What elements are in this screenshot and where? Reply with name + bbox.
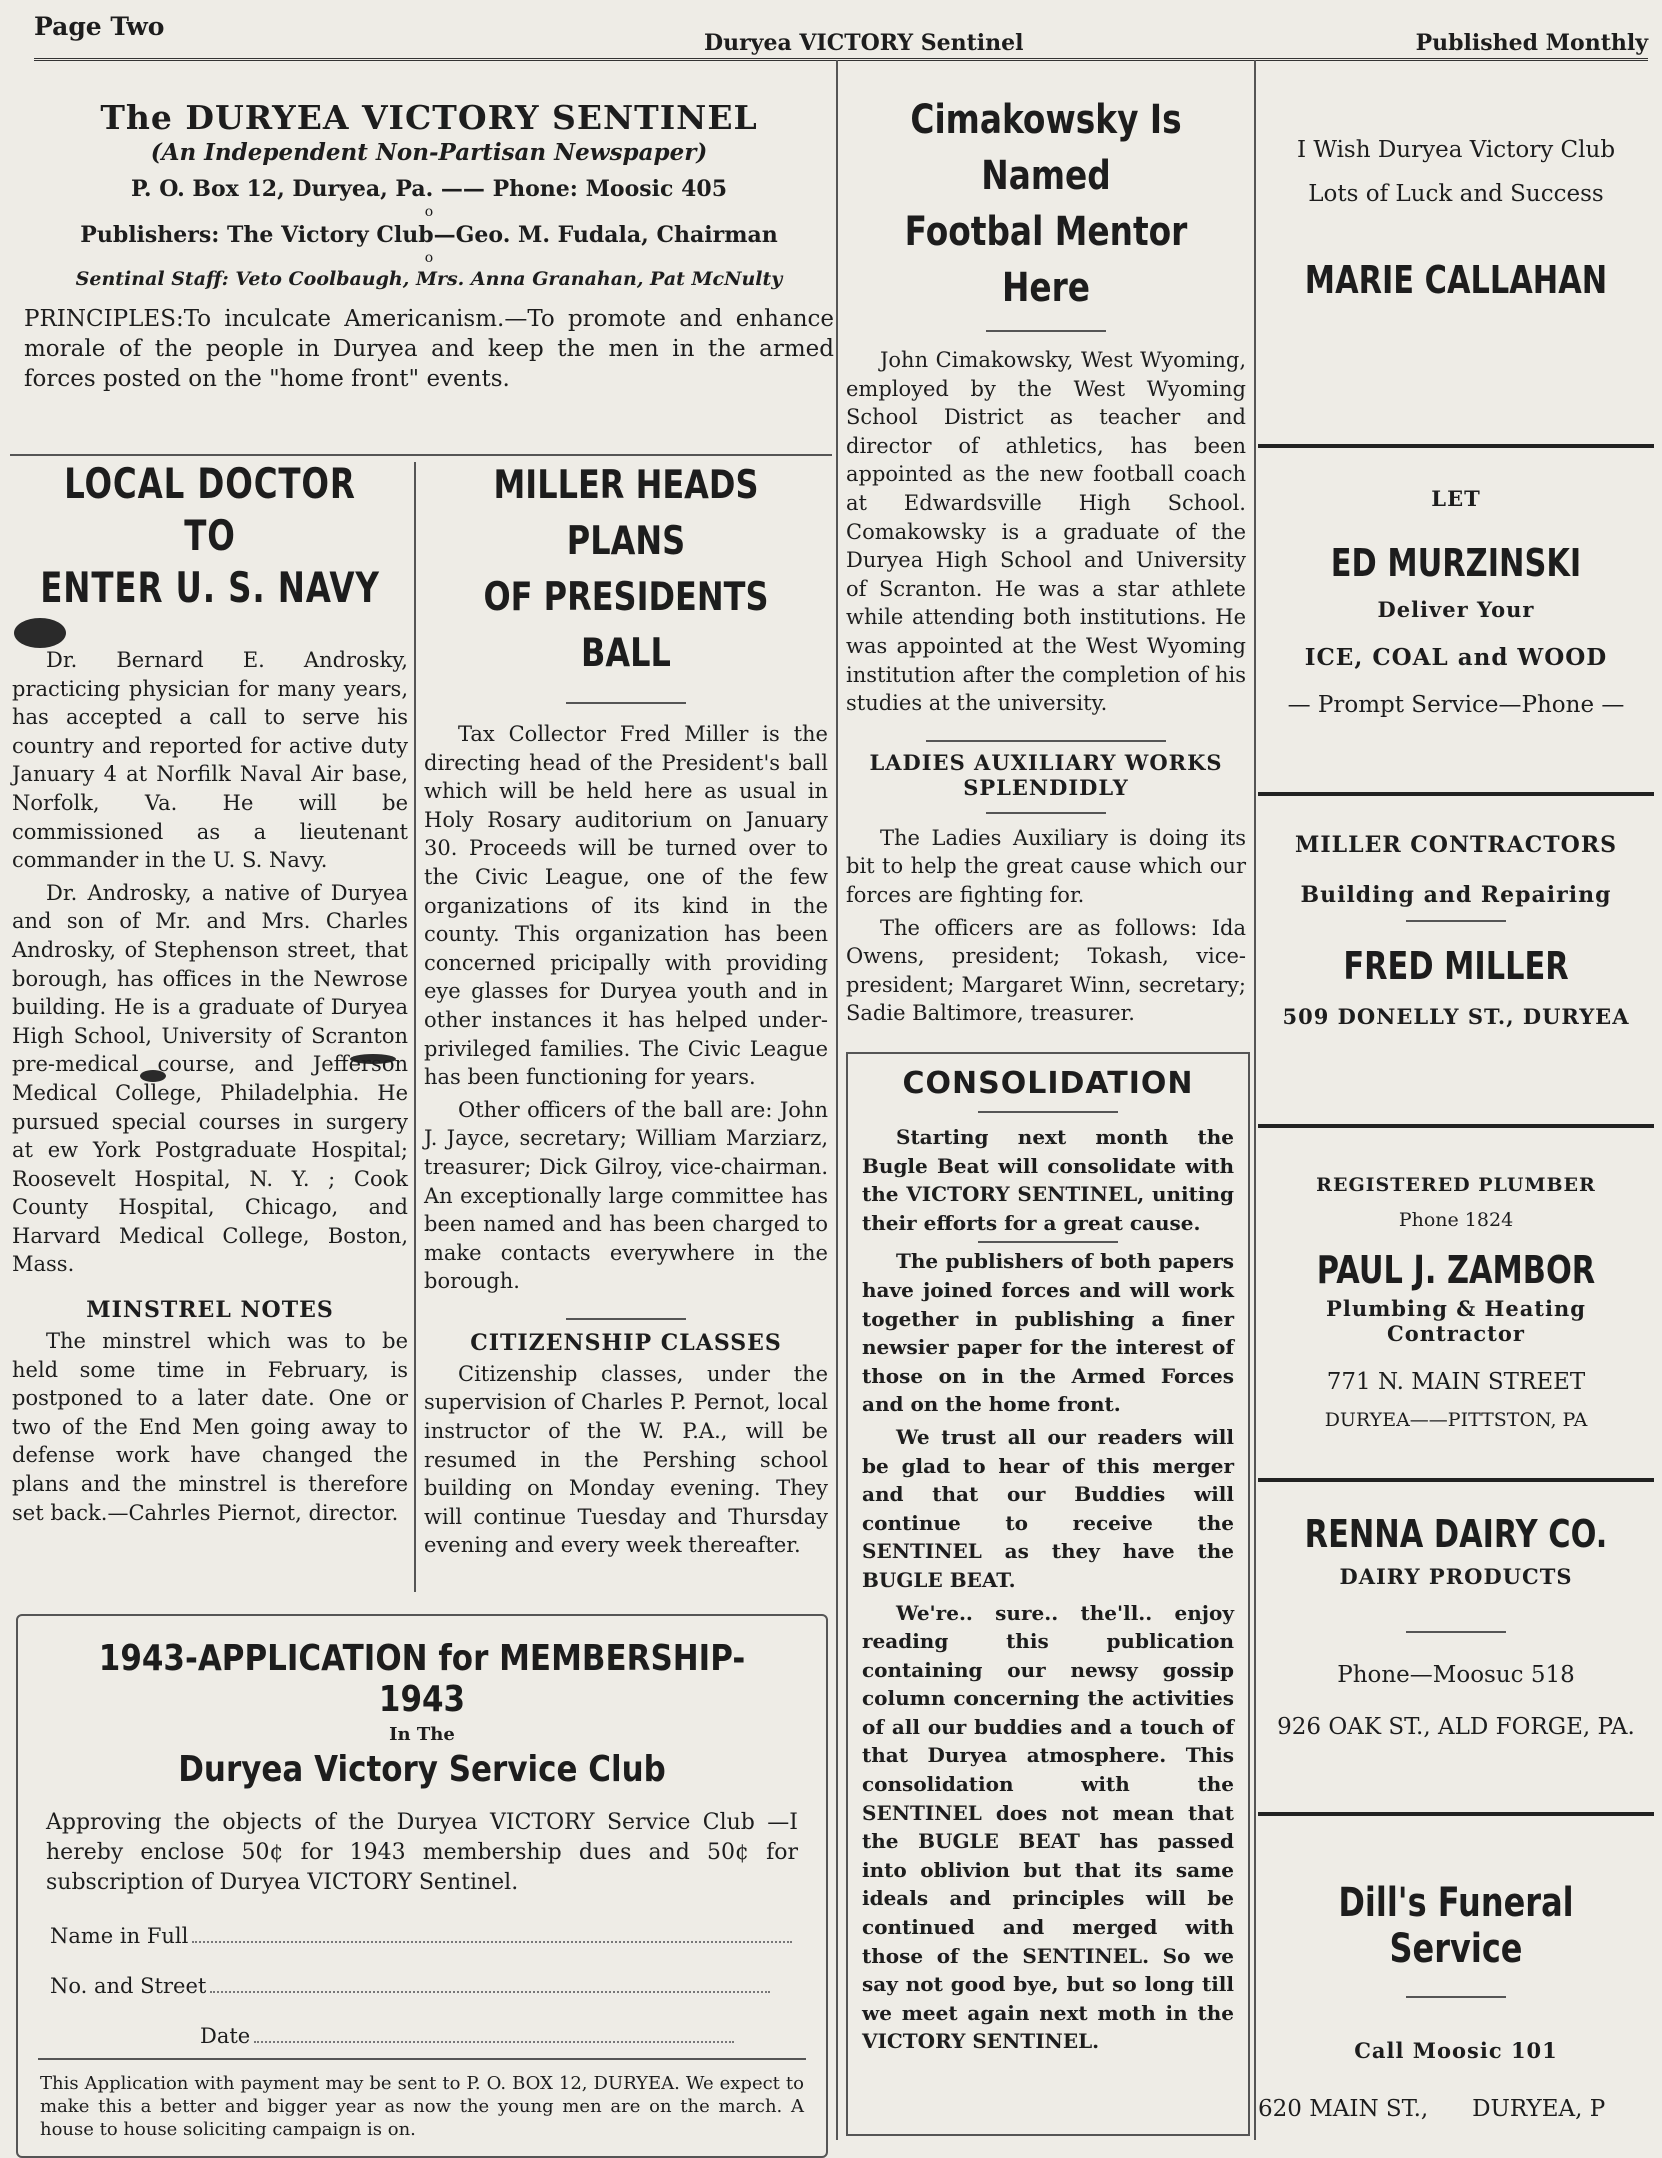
column-rule-3 — [1254, 60, 1256, 2140]
name-field-line[interactable] — [192, 1925, 792, 1943]
ad-rule-1 — [1258, 444, 1654, 448]
citizenship-paragraph: Citizenship classes, under the supervision of Charles P. Pernot, local instructor of the W. P.A., will be resumed in the Pershing school building on Monday evening. They will continue Tuesday and Thursday evening and every week thereafter. — [424, 1361, 828, 1558]
zambor-line-5: DURYEA——PITTSTON, PA — [1324, 1409, 1588, 1431]
miller-ad-line-2: Building and Repairing — [1300, 882, 1612, 908]
consolidation-paragraph-2: The publishers of both papers have joined forces and will work together in publishing a finer newsier paper for the interest of those on in the Armed Forces and on the home front. — [862, 1249, 1234, 1417]
miller-paragraph-1: Tax Collector Fred Miller is the directing head of the President's ball which will be held here as usual in Holy Rosary auditorium on January 30. Proceeds will be turned over to the Civic League, one of the few organizations of its kind in the county. This organization has been concerned pricipally with providing eye glasses for Duryea youth and in other instances it has helped under-privileged families. The Civic League has been functioning for years. — [424, 722, 828, 1090]
zambor-line-4: 771 N. MAIN STREET — [1326, 1369, 1586, 1395]
callahan-name: MARIE CALLAHAN — [1304, 258, 1608, 302]
masthead-separator: o — [424, 204, 434, 220]
miller-ad — [1258, 832, 1654, 1029]
doctor-headline-2: ENTER U. S. NAVY — [40, 563, 380, 612]
date-field-label: Date — [200, 2024, 251, 2048]
renna-line-2: Phone—Moosuc 518 — [1337, 1662, 1575, 1688]
masthead — [24, 98, 834, 394]
masthead-subtitle: (An Independent Non-Partisan Newspaper) — [150, 139, 708, 166]
cimakowsky-headline-1: Cimakowsky Is Named — [910, 97, 1182, 199]
renna-divider — [1406, 1631, 1506, 1633]
masthead-separator-2: o — [424, 250, 434, 266]
ad-rule-5 — [1258, 1812, 1654, 1816]
callahan-ad — [1258, 60, 1654, 302]
ad-rule-2 — [1258, 792, 1654, 796]
miller-ad-name: FRED MILLER — [1343, 944, 1569, 988]
masthead-staff: Sentinal Staff: Veto Coolbaugh, Mrs. Anna Granahan, Pat McNulty — [75, 268, 783, 290]
column-rule-1 — [414, 462, 416, 1592]
dill-divider — [1406, 1996, 1506, 1998]
headline-divider-3 — [986, 812, 1106, 814]
masthead-bottom-rule — [10, 454, 832, 456]
renna-line-3: 926 OAK ST., ALD FORGE, PA. — [1277, 1714, 1635, 1740]
article-divider-2 — [926, 740, 1166, 742]
miller-ad-divider — [1406, 920, 1506, 922]
running-title: Duryea VICTORY Sentinel — [704, 30, 1024, 56]
zambor-line-3: Plumbing & Heating Contractor — [1326, 1296, 1586, 1346]
consolidation-headline: CONSOLIDATION — [902, 1066, 1194, 1101]
murzinski-line-3: — Prompt Service—Phone — — [1287, 692, 1625, 718]
renna-line-1: DAIRY PRODUCTS — [1339, 1564, 1573, 1589]
consolidation-paragraph-3: We trust all our readers will be glad to hear of this merger and that our Buddies will continue to receive the SENTINEL as they have the BUGLE BEAT. — [862, 1424, 1234, 1592]
ladies-headline-2: SPLENDIDLY — [963, 774, 1129, 800]
consolidation-divider-2 — [978, 1241, 1118, 1243]
dill-name: Dill's Funeral Service — [1338, 1880, 1574, 1972]
renna-ad — [1258, 1512, 1654, 1749]
date-field-line[interactable] — [254, 2025, 734, 2043]
application-club-name: Duryea Victory Service Club — [178, 1749, 666, 1790]
publication-frequency: Published Monthly — [1415, 30, 1648, 56]
application-text: Approving the objects of the Duryea VICTORY Service Club —I hereby enclose 50¢ for 1943 membership dues and 50¢ for subscription of Duryea VICTORY Sentinel. — [46, 1810, 798, 1895]
page-number: Page Two — [34, 12, 165, 41]
murzinski-ad — [1258, 486, 1654, 727]
masthead-publishers: Publishers: The Victory Club—Geo. M. Fudala, Chairman — [80, 222, 778, 248]
name-field-label: Name in Full — [50, 1924, 189, 1948]
ladies-paragraph-1: The Ladies Auxiliary is doing its bit to help the great cause which our forces are fighting for. — [846, 825, 1246, 907]
miller-headline-1: MILLER HEADS PLANS — [493, 463, 759, 564]
date-field[interactable] — [200, 2024, 826, 2048]
masthead-address: P. O. Box 12, Duryea, Pa. —— Phone: Moosic 405 — [131, 176, 727, 202]
application-footnote: This Application with payment may be sent to P. O. BOX 12, DURYEA. We expect to make this a better and bigger year as now the young men are on the march. A house to house soliciting campaign is on. — [40, 2073, 804, 2140]
miller-ad-line-1: MILLER CONTRACTORS — [1294, 832, 1617, 858]
dill-line-2: 620 MAIN ST., DURYEA, P — [1258, 2096, 1606, 2122]
column-rule-2 — [836, 60, 838, 2140]
name-field[interactable] — [50, 1924, 826, 1948]
zambor-line-1: REGISTERED PLUMBER — [1316, 1174, 1596, 1196]
zambor-ad — [1258, 1174, 1654, 1436]
zambor-name: PAUL J. ZAMBOR — [1316, 1248, 1596, 1292]
minstrel-paragraph: The minstrel which was to be held some time in February, is postponed to a later date. One or two of the End Men going away to defense work have changed the plans and the minstrel is therefore set back.—Cahrles Piernot, director. — [12, 1329, 408, 1525]
application-foot-rule — [38, 2058, 806, 2060]
street-field[interactable] — [50, 1974, 826, 1998]
street-field-label: No. and Street — [50, 1974, 207, 1998]
application-in-the: In The — [389, 1724, 455, 1745]
ad-rule-4 — [1258, 1478, 1654, 1482]
murzinski-let: LET — [1431, 486, 1481, 511]
application-title: 1943-APPLICATION for MEMBERSHIP-1943 — [98, 1638, 746, 1720]
zambor-line-2: Phone 1824 — [1398, 1209, 1514, 1231]
miller-article — [424, 458, 828, 1560]
article-divider — [566, 1318, 686, 1320]
dill-ad — [1258, 1880, 1654, 2131]
doctor-article — [12, 458, 408, 1527]
murzinski-name: ED MURZINSKI — [1330, 541, 1582, 585]
cimakowsky-headline-2: Footbal Mentor Here — [904, 209, 1188, 311]
ad-rule-3 — [1258, 1124, 1654, 1128]
callahan-line-1: I Wish Duryea Victory Club — [1296, 137, 1616, 163]
murzinski-line-2: ICE, COAL and WOOD — [1304, 644, 1608, 671]
renna-name: RENNA DAIRY CO. — [1304, 1512, 1608, 1556]
masthead-principles: PRINCIPLES:To inculcate Americanism.—To promote and enhance morale of the people in Duryea and keep the men in the armed forces posted on the "home front" events. — [24, 306, 834, 392]
ladies-headline-1: LADIES AUXILIARY WORKS — [869, 749, 1223, 775]
cimakowsky-paragraph: John Cimakowsky, West Wyoming, employed by the West Wyoming School District as teacher and director of athletics, has been appointed as the new football coach at Edwardsville High School. Comakowsky is a graduate of the Duryea High School and University of Scranton. He was a star athlete while attending both institutions. He was appointed at the West Wyoming institution after the completion of his studies at the university. — [846, 348, 1246, 716]
minstrel-headline: MINSTREL NOTES — [86, 1297, 334, 1324]
ladies-paragraph-2: The officers are as follows: Ida Owens, president; Tokash, vice-president; Margaret Winn, secretary; Sadie Baltimore, treasurer. — [846, 915, 1246, 1026]
citizenship-headline: CITIZENSHIP CLASSES — [470, 1329, 782, 1356]
doctor-headline-1: LOCAL DOCTOR TO — [64, 459, 356, 560]
murzinski-line-1: Deliver Your — [1377, 597, 1535, 622]
street-field-line[interactable] — [210, 1975, 770, 1993]
consolidation-paragraph-4: We're.. sure.. the'll.. enjoy reading this publication containing our newsy gossip column concerning the activities of all our buddies and a touch of that Duryea atmosphere. This consolidation with the SENTINEL does not mean that the BUGLE BEAT has passed into oblivion but that its same ideals and principles will be continued and merged with those of the SENTINEL. So we say not good bye, but so long till we meet again next moth in the VICTORY SENTINEL. — [862, 1600, 1234, 2054]
page-header — [34, 8, 1648, 61]
consolidation-box — [846, 1052, 1250, 2136]
membership-application — [16, 1614, 828, 2158]
masthead-title: The DURYEA VICTORY SENTINEL — [100, 98, 758, 137]
miller-headline-2: OF PRESIDENTS BALL — [483, 575, 769, 676]
headline-divider-2 — [986, 330, 1106, 332]
doctor-paragraph-2: Dr. Androsky, a native of Duryea and son of Mr. and Mrs. Charles Androsky, of Stephenson street, that borough, has offices in the Newrose building. He is a graduate of Duryea High School, University of Scranton pre-medical course, and Jefferson Medical College, Philadelphia. He pursued special courses in surgery at ew York Postgraduate Hospital; Roosevelt Hospital, N. Y. ; Cook County Hospital, Chicago, and Harvard Medical College, Boston, Mass. — [12, 880, 408, 1277]
dill-line-1: Call Moosic 101 — [1354, 2038, 1558, 2063]
miller-ad-address: 509 DONELLY ST., DURYEA — [1282, 1004, 1630, 1029]
consolidation-divider — [978, 1111, 1118, 1113]
ads-column — [1258, 60, 1654, 302]
miller-paragraph-2: Other officers of the ball are: John J. Jayce, secretary; William Marziarz, treasurer; Dick Gilroy, vice-chairman. An exceptionally large committee has been named and has been charged to make contacts everywhere in the borough. — [424, 1097, 828, 1294]
cimakowsky-article — [846, 92, 1246, 1028]
consolidation-paragraph-1: Starting next month the Bugle Beat will consolidate with the VICTORY SENTINEL, uniting their efforts for a great cause. — [862, 1125, 1234, 1235]
headline-divider — [566, 702, 686, 704]
doctor-paragraph-1: Dr. Bernard E. Androsky, practicing physician for many years, has accepted a call to serve his country and reported for active duty January 4 at Norfilk Naval Air base, Norfolk, Va. He will be commissioned as a lieutenant commander in the U. S. Navy. — [12, 648, 408, 873]
callahan-line-2: Lots of Luck and Success — [1308, 181, 1604, 207]
